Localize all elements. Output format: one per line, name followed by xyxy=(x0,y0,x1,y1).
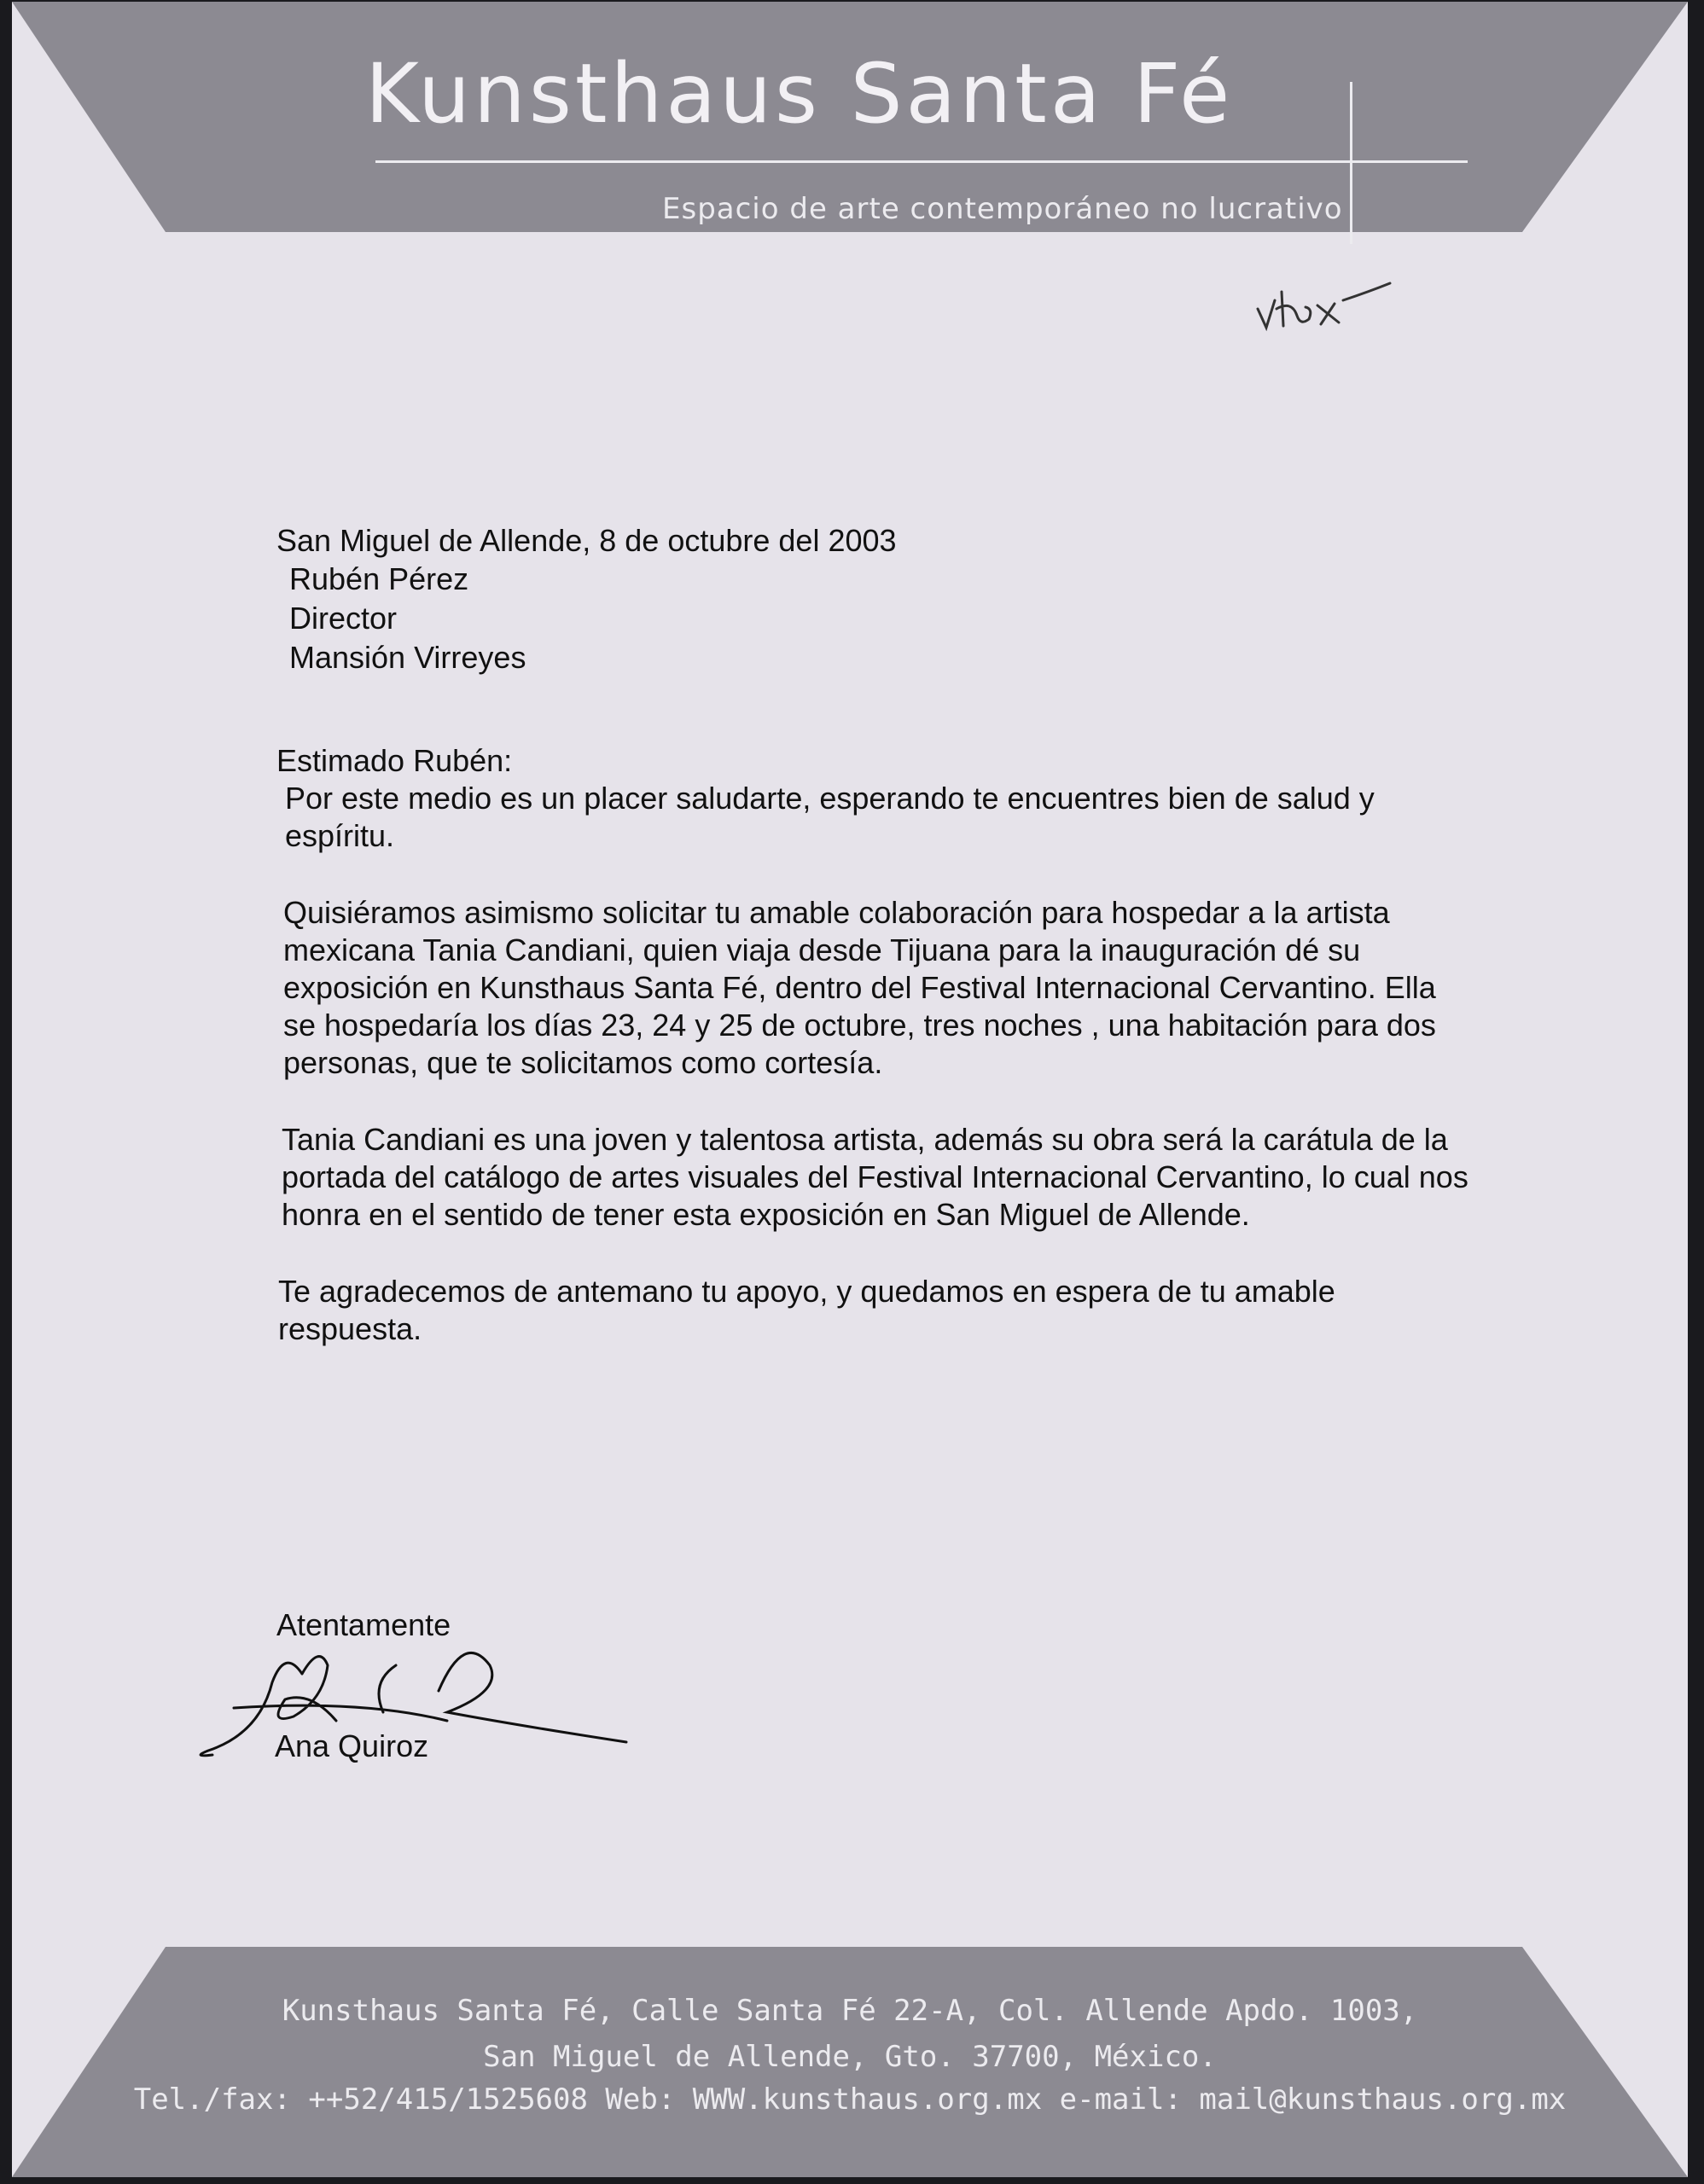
handwritten-annotation xyxy=(1249,275,1394,351)
signer-name: Ana Quiroz xyxy=(275,1728,429,1763)
letterhead-vertical-rule xyxy=(1350,82,1352,244)
recipient-organization: Mansión Virreyes xyxy=(289,640,526,675)
letterhead-subtitle: Espacio de arte contemporáneo no lucrativo xyxy=(662,192,1343,226)
footer-contact: Tel./fax: ++52/415/1525608 Web: WWW.kunsthaus.org.mx e-mail: mail@kunsthaus.org.mx xyxy=(133,2082,1567,2117)
paragraph: Quisiéramos asimismo solicitar tu amable colaboración para hospedar a la artista mexicana Tania Candiani, quien viaja desde Tijuana para la inauguración dé su exposición en Kunsthaus Santa Fé, dentro del Festival Internacional Cervantino. Ella se hospedaría los días 23, 24 y 25 de octubre, tres noches , una habitación para dos personas, que te solicitamos como cortesía. xyxy=(283,895,1436,1080)
letter-body xyxy=(276,522,1471,1387)
recipient-name: Rubén Pérez xyxy=(289,561,469,596)
closing: Atentamente xyxy=(276,1607,451,1642)
letter-page xyxy=(12,2,1688,2177)
letter-date: San Miguel de Allende, 8 de octubre del 2003 xyxy=(276,523,897,558)
paragraph: Tania Candiani es una joven y talentosa artista, además su obra será la carátula de la portada del catálogo de artes visuales del Festival Internacional Cervantino, lo cual nos honra en el sentido de tener esta exposición en San Miguel de Allende. xyxy=(282,1122,1468,1232)
paragraph: Te agradecemos de antemano tu apoyo, y quedamos en espera de tu amable respuesta. xyxy=(278,1274,1335,1346)
letterhead-title: Kunsthaus Santa Fé xyxy=(365,46,1234,142)
paragraph: Por este medio es un placer saludarte, esperando te encuentres bien de salud y espíritu. xyxy=(285,781,1375,853)
recipient-block xyxy=(289,560,1471,677)
salutation: Estimado Rubén: xyxy=(276,743,513,778)
recipient-title: Director xyxy=(289,601,398,636)
footer-address: Kunsthaus Santa Fé, Calle Santa Fé 22-A, Col. Allende Apdo. 1003, xyxy=(282,1994,1418,2028)
letterhead-rule xyxy=(375,160,1468,163)
footer-city: San Miguel de Allende, Gto. 37700, México. xyxy=(483,2040,1217,2074)
signature xyxy=(191,1631,635,1793)
